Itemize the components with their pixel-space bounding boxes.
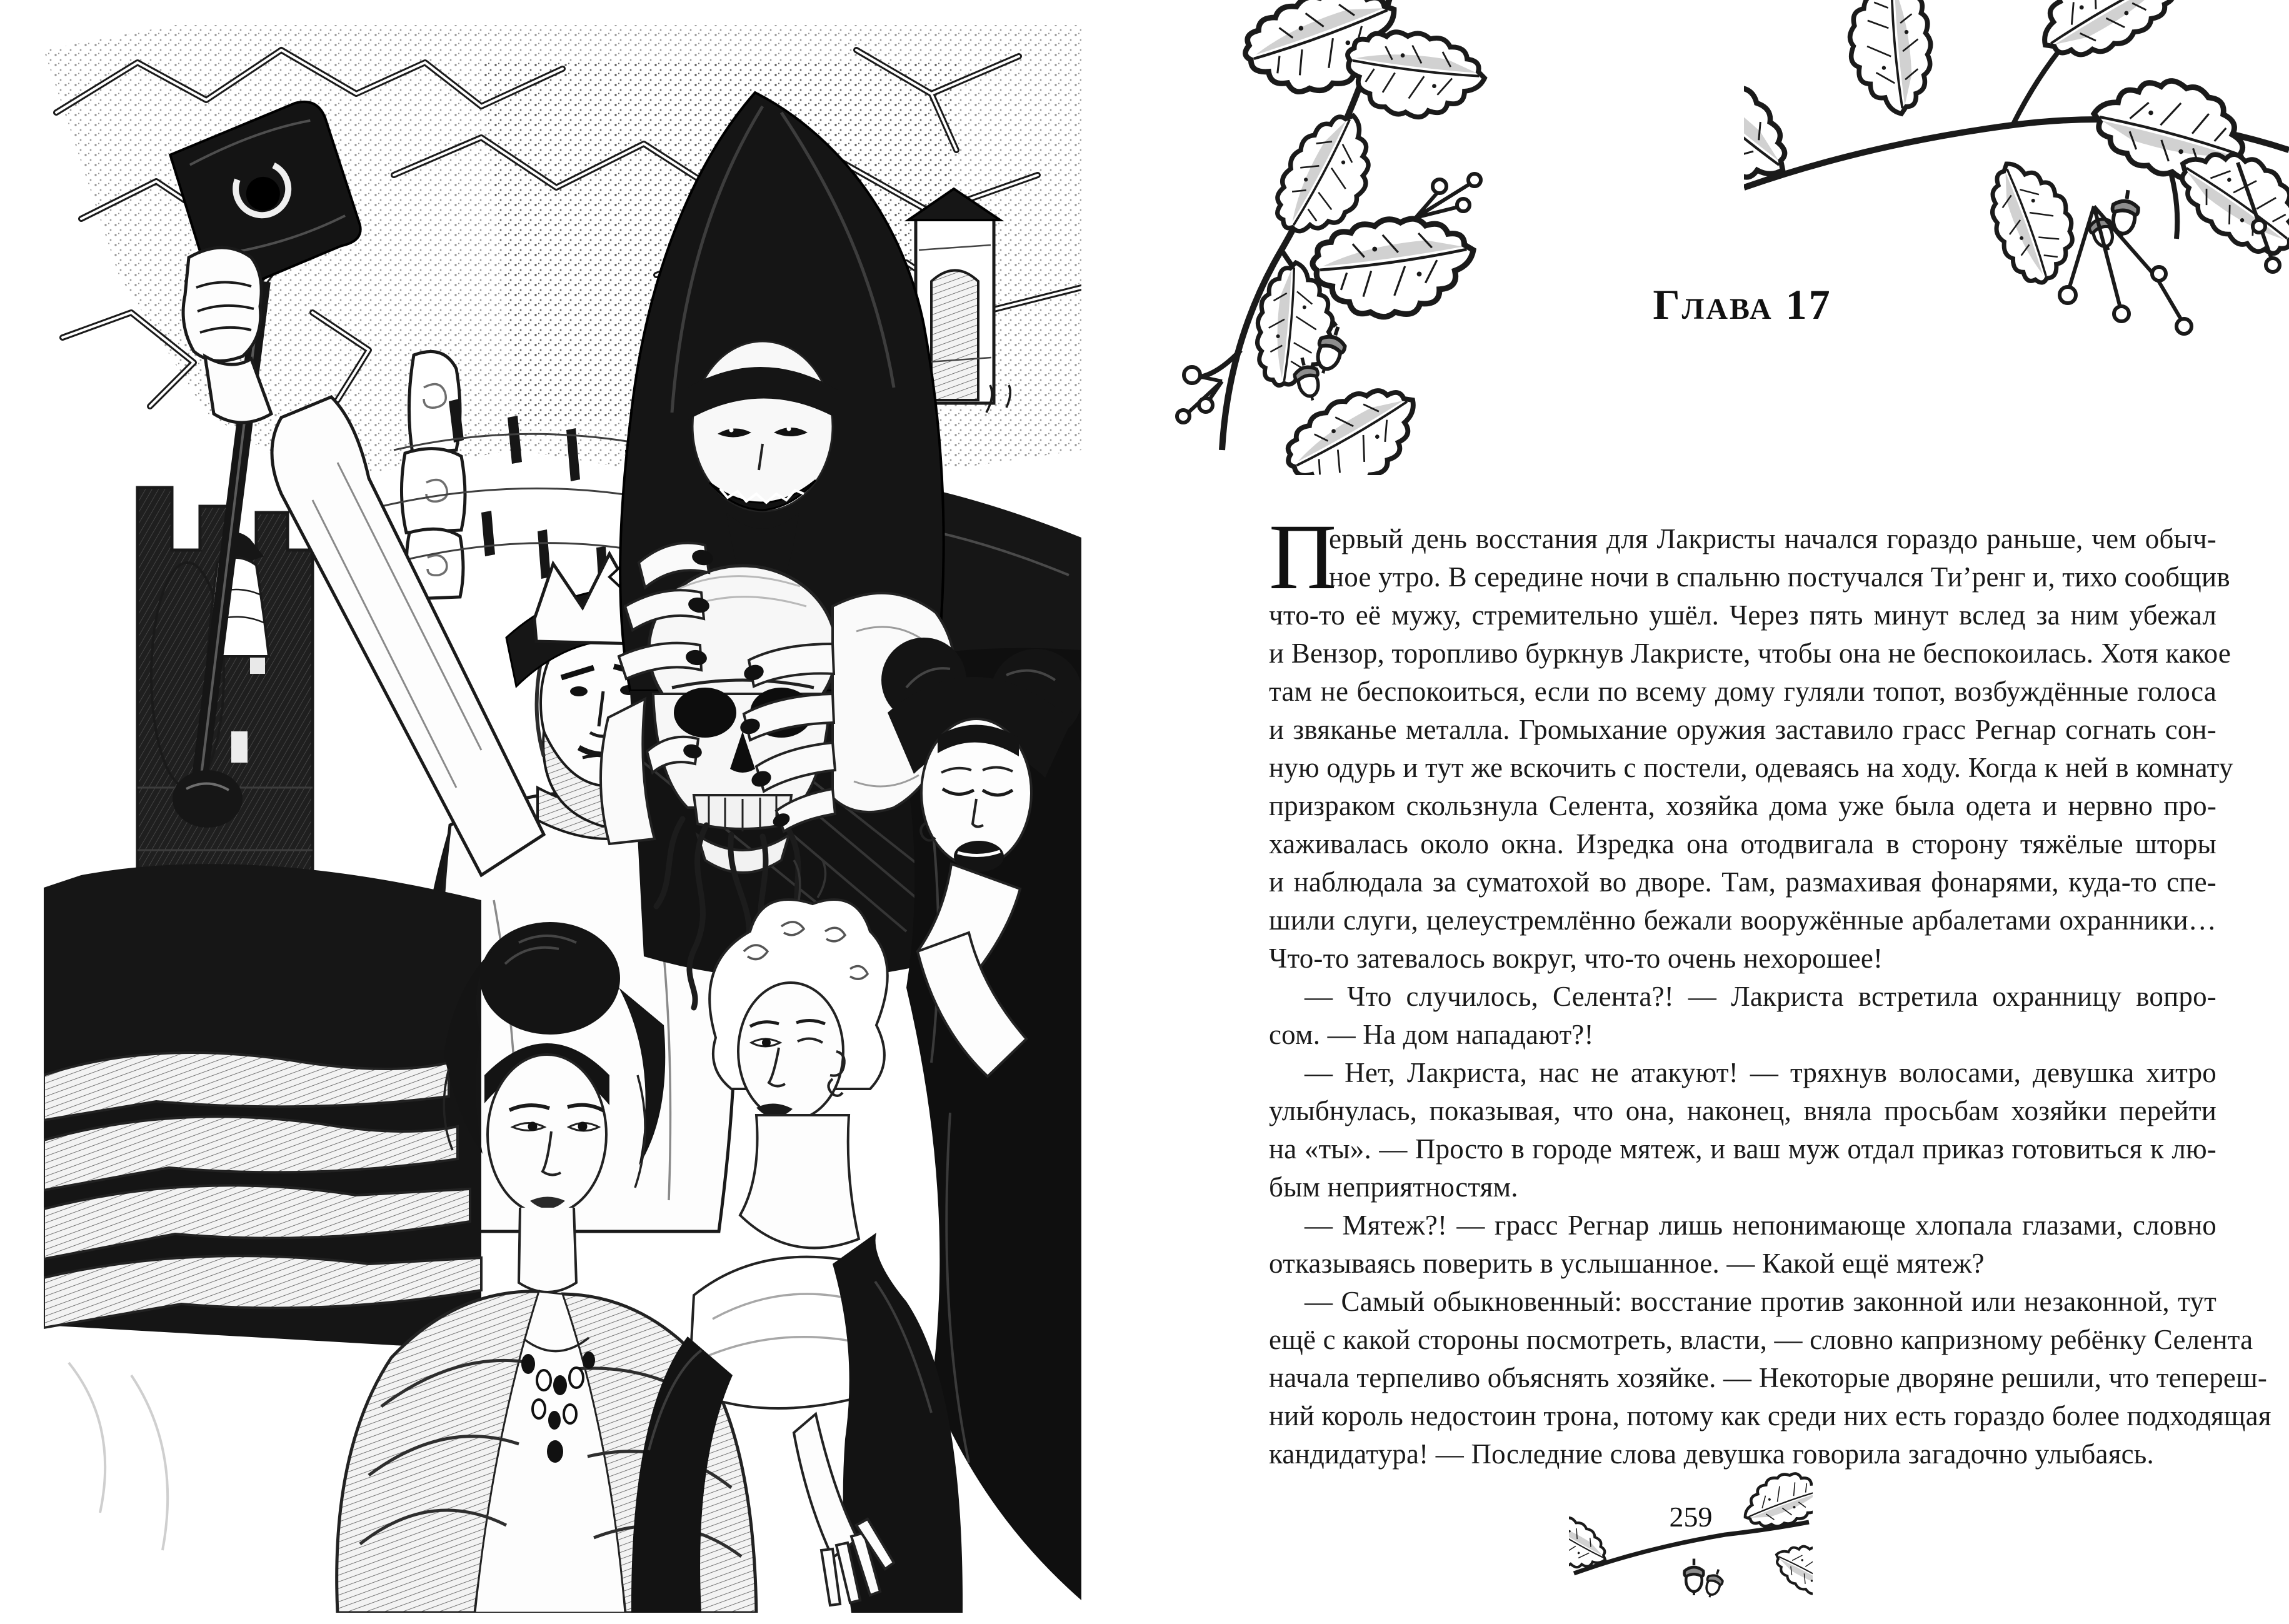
text-line: сом. — На дом нападают?! bbox=[1269, 1019, 1594, 1050]
text-line: ервый день восстания для Лакристы начался гораздо раньше, чем обыч- bbox=[1329, 523, 2216, 554]
chapter-illustration bbox=[44, 13, 1081, 1613]
text-line: ещё с какой стороны посмотреть, власти, — словно капризному ребёнку Селента bbox=[1269, 1324, 2253, 1355]
paragraph bbox=[1269, 1054, 2216, 1206]
oak-decoration-top-left bbox=[1147, 0, 1488, 475]
oak-sprig-decoration bbox=[1569, 1472, 1813, 1606]
text-line: и Вензор, торопливо буркнув Лакристе, чтобы она не беспокоилась. Хотя какое bbox=[1269, 638, 2231, 669]
text-line: кандидатура! — Последние слова девушка говорила загадочно улыбаясь. bbox=[1269, 1438, 2154, 1470]
eye-socket bbox=[674, 688, 736, 738]
chapter-title: Глава 17 bbox=[1653, 281, 1832, 328]
text-line: ное утро. В середине ночи в спальню постучался Ти’ренг и, тихо сообщив bbox=[1329, 561, 2230, 593]
text-line: бым неприятностям. bbox=[1269, 1171, 1518, 1203]
text-line: что-то её мужу, стремительно ушёл. Через пять минут вслед за ним убежал bbox=[1269, 599, 2216, 631]
text-line: и звяканье металла. Громыхание оружия заставило грасс Регнар согнать сон- bbox=[1269, 714, 2216, 745]
left-page bbox=[0, 0, 1144, 1624]
text-line: призраком скользнула Селента, хозяйка дома уже была одета и нервно про- bbox=[1269, 790, 2216, 821]
text-line: ную одурь и тут же вскочить с постели, одеваясь на ходу. Когда к ней в комнату bbox=[1269, 752, 2233, 783]
paragraph bbox=[1269, 1283, 2271, 1473]
text-line: — Самый обыкновенный: восстание против законной или незаконной, тут bbox=[1305, 1286, 2216, 1317]
paragraph bbox=[1269, 978, 2216, 1054]
drop-cap: П bbox=[1269, 505, 1337, 609]
text-line: хаживалась около окна. Изредка она отодвигала в сторону тяжёлые шторы bbox=[1269, 828, 2216, 860]
text-line: начала терпеливо объяснять хозяйке. — Некоторые дворяне решили, что тепереш- bbox=[1269, 1362, 2268, 1393]
text-line: шили слуги, целеустремлённо бежали вооружённые арбалетами охранники… bbox=[1269, 905, 2216, 936]
body-text bbox=[1269, 505, 2271, 1473]
paragraph bbox=[1269, 1206, 2216, 1283]
right-page bbox=[1144, 0, 2289, 1624]
text-line: Что-то затевалось вокруг, что-то очень нехорошее! bbox=[1269, 943, 1883, 974]
text-line: — Что случилось, Селента?! — Лакриста встретила охранницу вопро- bbox=[1305, 981, 2216, 1012]
page-number: 259 bbox=[1669, 1501, 1713, 1533]
lower-gauntlet bbox=[173, 770, 243, 828]
paragraph bbox=[1269, 505, 2233, 978]
text-line: и наблюдала за суматохой во дворе. Там, размахивая фонарями, куда-то спе- bbox=[1269, 866, 2216, 898]
text-line: ний король недостоин трона, потому как среди них есть гораздо более подходящая bbox=[1269, 1400, 2271, 1431]
text-line: там не беспокоиться, если по всему дому гуляли топот, возбуждённые голоса bbox=[1269, 676, 2216, 707]
text-line: на «ты». — Просто в городе мятеж, и ваш муж отдал приказ готовиться к лю- bbox=[1269, 1133, 2216, 1165]
text-line: отказываясь поверить в услышанное. — Какой ещё мятеж? bbox=[1269, 1248, 1985, 1279]
text-line: — Мятеж?! — грасс Регнар лишь непонимающе хлопала глазами, словно bbox=[1305, 1210, 2216, 1241]
text-line: — Нет, Лакриста, нас не атакуют! — тряхнув волосами, девушка хитро bbox=[1305, 1057, 2216, 1088]
text-line: улыбнулась, показывая, что она, наконец, вняла просьбам хозяйки перейти bbox=[1269, 1095, 2216, 1126]
